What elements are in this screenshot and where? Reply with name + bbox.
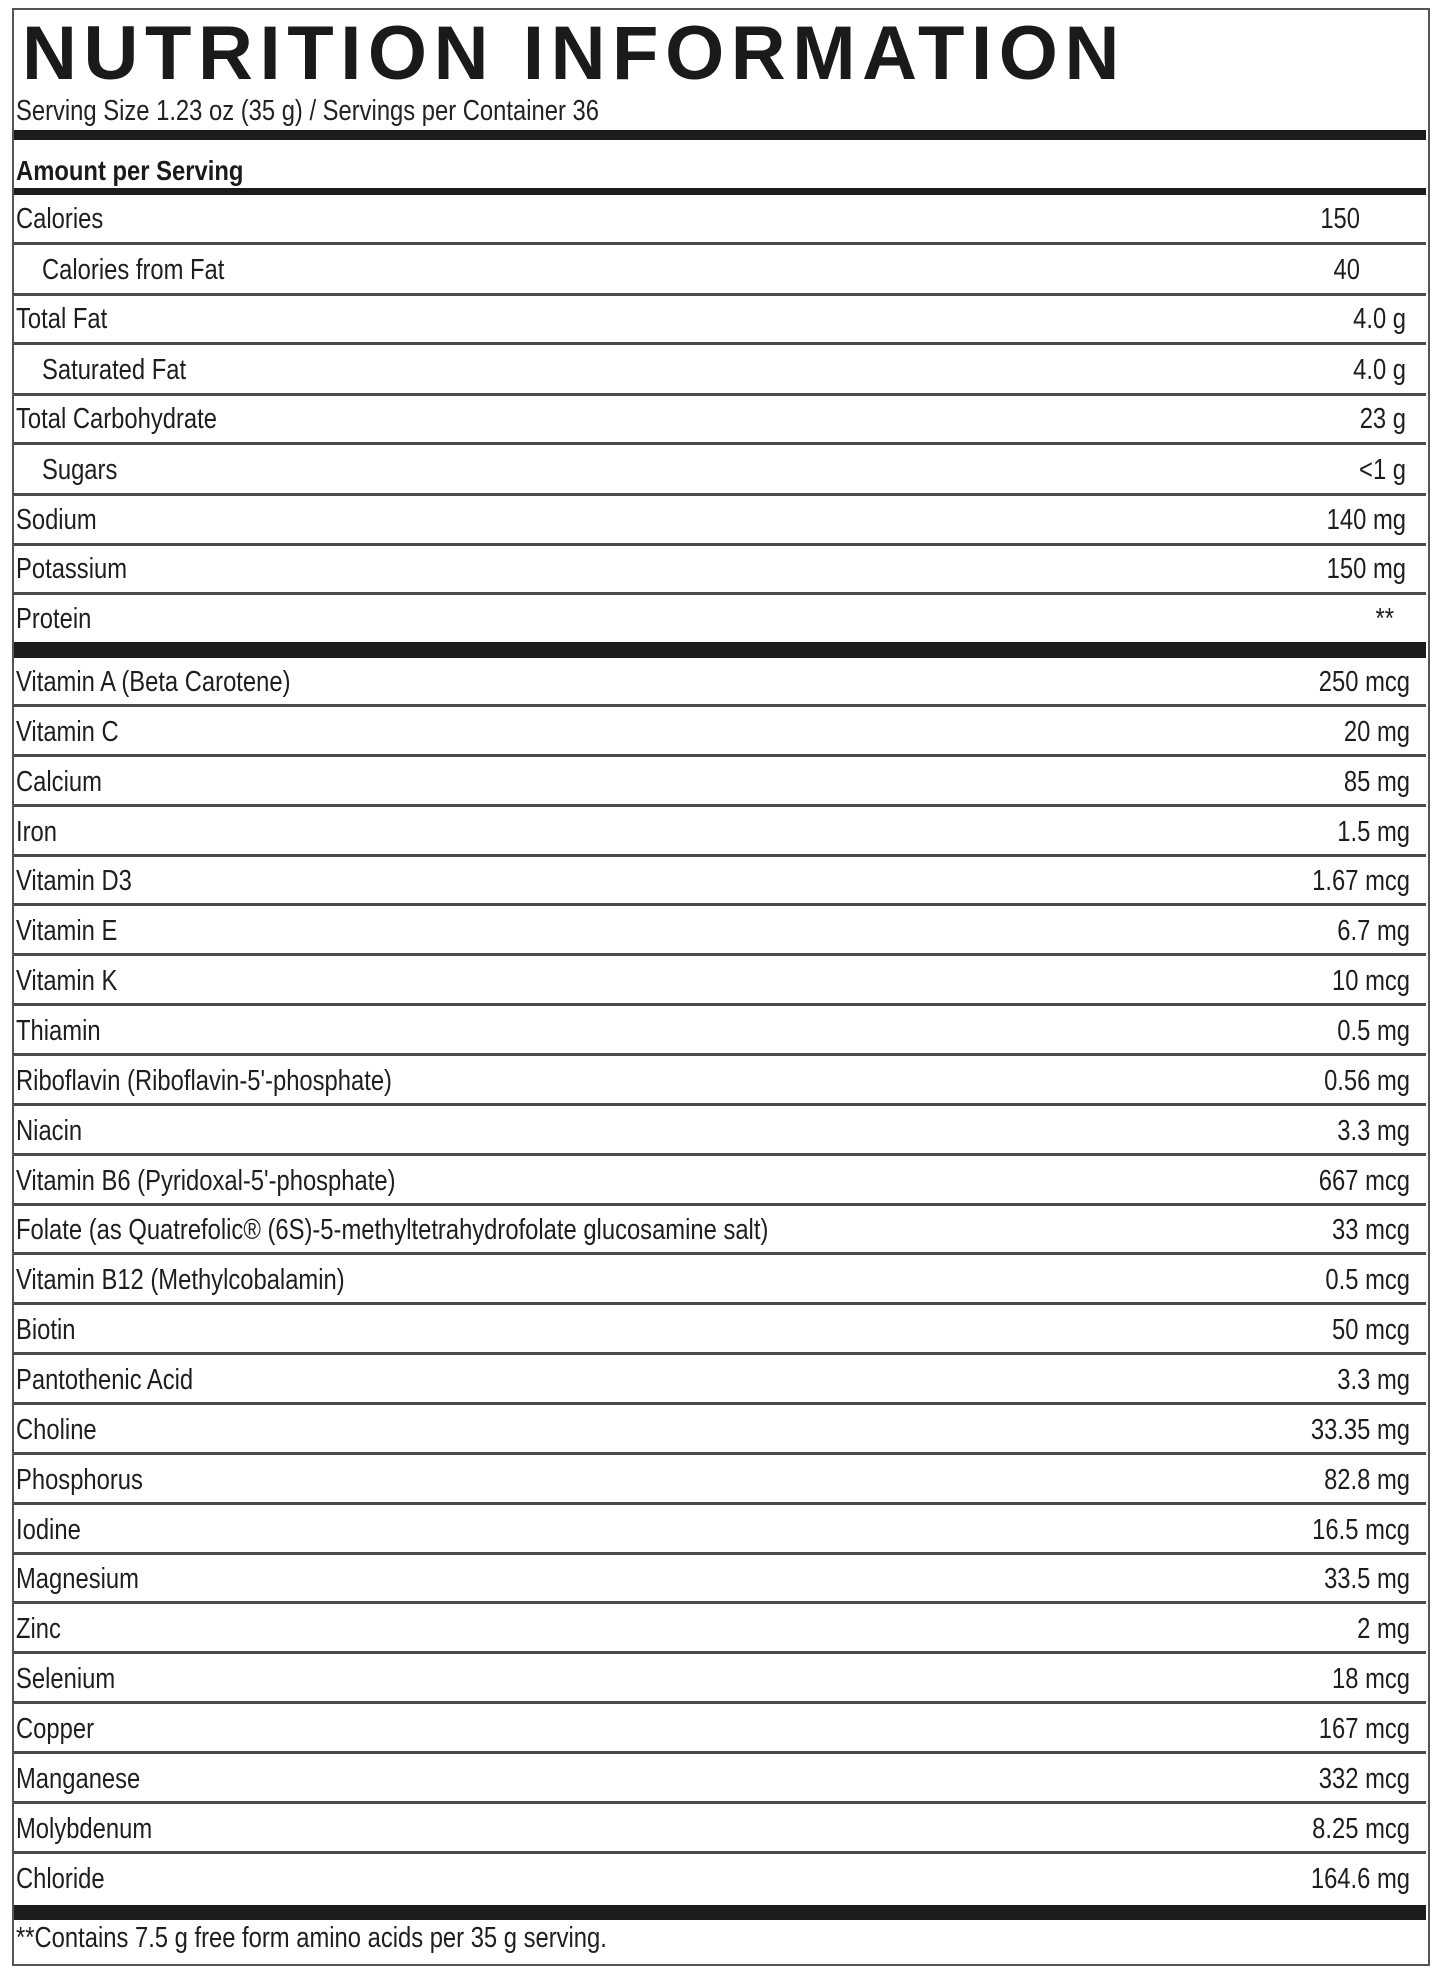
nutrient-name: Thiamin: [16, 1015, 101, 1047]
nutrient-amount: 8.25 mcg: [1312, 1813, 1410, 1845]
nutrient-name: Calories: [16, 203, 104, 235]
nutrient-amount: 667 mcg: [1318, 1165, 1410, 1197]
nutrient-row: [14, 1456, 1426, 1504]
row-divider: [14, 1452, 1426, 1455]
row-divider: [14, 704, 1426, 707]
nutrient-row: [14, 907, 1426, 955]
nutrient-amount: 140 mg: [1326, 504, 1406, 536]
nutrient-name: Magnesium: [16, 1563, 139, 1595]
heavy-divider: [14, 1905, 1426, 1920]
nutrient-row: [14, 1655, 1426, 1703]
nutrient-name: Niacin: [16, 1115, 83, 1147]
row-divider: [14, 1402, 1426, 1405]
row-divider: [14, 1851, 1426, 1854]
nutrient-amount: 1.5 mg: [1337, 816, 1410, 848]
nutrient-name: Vitamin K: [16, 965, 118, 997]
nutrient-row: [14, 708, 1426, 756]
nutrient-name: Molybdenum: [16, 1813, 153, 1845]
nutrient-amount: 3.3 mg: [1337, 1364, 1410, 1396]
nutrient-row: [14, 346, 1426, 394]
nutrient-name: Saturated Fat: [42, 354, 187, 386]
nutrient-name: Sugars: [42, 454, 118, 486]
nutrient-amount: 82.8 mg: [1324, 1464, 1410, 1496]
nutrient-row: [14, 395, 1426, 443]
nutrient-amount: 167 mcg: [1318, 1713, 1410, 1745]
nutrient-name: Vitamin E: [16, 915, 118, 947]
row-divider: [14, 1801, 1426, 1804]
nutrient-name: Calories from Fat: [42, 254, 225, 286]
nutrient-row: [14, 1406, 1426, 1454]
nutrient-amount: 3.3 mg: [1337, 1115, 1410, 1147]
nutrient-amount: 164.6 mg: [1310, 1863, 1410, 1895]
nutrient-row: [14, 1007, 1426, 1055]
nutrient-row: [14, 1157, 1426, 1205]
nutrient-row: [14, 195, 1426, 243]
nutrient-name: Manganese: [16, 1763, 141, 1795]
nutrient-amount: 0.56 mg: [1324, 1065, 1410, 1097]
nutrient-row: [14, 808, 1426, 856]
nutrient-row: [14, 857, 1426, 905]
nutrient-row: [14, 496, 1426, 544]
row-divider: [14, 242, 1426, 245]
row-divider: [14, 442, 1426, 445]
row-divider: [14, 1502, 1426, 1505]
nutrient-amount: 0.5 mg: [1337, 1015, 1410, 1047]
footnote: **Contains 7.5 g free form amino acids per 35 g serving.: [16, 1922, 607, 1954]
row-divider: [14, 1252, 1426, 1255]
nutrient-name: Vitamin A (Beta Carotene): [16, 666, 291, 698]
nutrient-row: [14, 957, 1426, 1005]
nutrient-amount: **: [1375, 603, 1394, 635]
row-divider: [14, 1053, 1426, 1056]
nutrient-name: Vitamin B12 (Methylcobalamin): [16, 1264, 345, 1296]
nutrient-row: [14, 1206, 1426, 1254]
row-divider: [14, 1751, 1426, 1754]
nutrient-amount: 4.0 g: [1353, 303, 1406, 335]
row-divider: [14, 1103, 1426, 1106]
nutrient-row: [14, 1256, 1426, 1304]
nutrient-amount: 6.7 mg: [1337, 915, 1410, 947]
nutrient-amount: 23 g: [1359, 403, 1406, 435]
row-divider: [14, 1701, 1426, 1704]
nutrient-amount: 332 mcg: [1318, 1763, 1410, 1795]
nutrient-row: [14, 1705, 1426, 1753]
nutrient-amount: 18 mcg: [1332, 1663, 1410, 1695]
nutrient-name: Folate (as Quatrefolic® (6S)-5-methyltetrahydrofolate glucosamine salt): [16, 1214, 769, 1246]
nutrient-amount: 250 mcg: [1318, 666, 1410, 698]
nutrient-row: [14, 1306, 1426, 1354]
nutrient-amount: 4.0 g: [1353, 354, 1406, 386]
nutrient-amount: 33.5 mg: [1324, 1563, 1410, 1595]
nutrition-label: [12, 8, 1430, 1966]
nutrient-row: [14, 1755, 1426, 1803]
row-divider: [14, 754, 1426, 757]
row-divider: [14, 1302, 1426, 1305]
nutrient-amount: 150: [1320, 203, 1360, 235]
nutrient-amount: 150 mg: [1326, 553, 1406, 585]
nutrient-name: Total Fat: [16, 303, 108, 335]
nutrient-name: Chloride: [16, 1863, 105, 1895]
nutrient-name: Sodium: [16, 504, 97, 536]
row-divider: [14, 804, 1426, 807]
amount-per-serving-header: Amount per Serving: [16, 155, 244, 186]
row-divider: [14, 953, 1426, 956]
nutrient-name: Riboflavin (Riboflavin-5'-phosphate): [16, 1065, 392, 1097]
nutrient-amount: 33 mcg: [1332, 1214, 1410, 1246]
nutrient-name: Protein: [16, 603, 92, 635]
nutrient-row: [14, 1356, 1426, 1404]
nutrient-name: Choline: [16, 1414, 97, 1446]
nutrient-name: Selenium: [16, 1663, 116, 1695]
nutrient-amount: 40: [1333, 254, 1360, 286]
nutrient-name: Vitamin B6 (Pyridoxal-5'-phosphate): [16, 1165, 396, 1197]
nutrient-row: [14, 1855, 1426, 1903]
nutrient-name: Pantothenic Acid: [16, 1364, 194, 1396]
row-divider: [14, 903, 1426, 906]
row-divider: [14, 342, 1426, 345]
nutrient-name: Iron: [16, 816, 57, 848]
nutrient-row: [14, 1057, 1426, 1105]
nutrient-row: [14, 1605, 1426, 1653]
nutrient-name: Total Carbohydrate: [16, 403, 217, 435]
nutrient-row: [14, 446, 1426, 494]
nutrient-amount: 85 mg: [1343, 766, 1410, 798]
nutrient-amount: 20 mg: [1343, 716, 1410, 748]
nutrient-row: [14, 595, 1426, 643]
nutrient-name: Calcium: [16, 766, 102, 798]
nutrient-amount: 50 mcg: [1332, 1314, 1410, 1346]
label-title: NUTRITION INFORMATION: [22, 11, 1126, 96]
row-divider: [14, 1352, 1426, 1355]
nutrient-amount: <1 g: [1359, 454, 1406, 486]
nutrient-amount: 1.67 mcg: [1312, 865, 1410, 897]
nutrient-amount: 10 mcg: [1332, 965, 1410, 997]
nutrient-name: Zinc: [16, 1613, 61, 1645]
row-divider: [14, 1601, 1426, 1604]
row-divider: [14, 1003, 1426, 1006]
nutrient-amount: 0.5 mcg: [1325, 1264, 1410, 1296]
nutrient-name: Biotin: [16, 1314, 76, 1346]
nutrient-name: Iodine: [16, 1514, 81, 1546]
row-divider: [14, 1153, 1426, 1156]
nutrient-name: Vitamin C: [16, 716, 119, 748]
nutrient-amount: 33.35 mg: [1310, 1414, 1410, 1446]
nutrient-row: [14, 758, 1426, 806]
serving-info: Serving Size 1.23 oz (35 g) / Servings per Container 36: [16, 95, 599, 127]
nutrient-name: Vitamin D3: [16, 865, 132, 897]
row-divider: [14, 1651, 1426, 1654]
heavy-divider: [14, 130, 1426, 140]
nutrient-row: [14, 246, 1426, 294]
nutrient-row: [14, 545, 1426, 593]
nutrient-row: [14, 1506, 1426, 1554]
heavy-divider: [14, 642, 1426, 658]
nutrient-amount: 16.5 mcg: [1312, 1514, 1410, 1546]
nutrient-row: [14, 1555, 1426, 1603]
nutrient-name: Phosphorus: [16, 1464, 143, 1496]
nutrient-amount: 2 mg: [1357, 1613, 1410, 1645]
nutrient-row: [14, 1805, 1426, 1853]
heavy-divider: [14, 188, 1426, 195]
nutrient-name: Potassium: [16, 553, 128, 585]
nutrient-row: [14, 1107, 1426, 1155]
nutrient-row: [14, 295, 1426, 343]
nutrient-name: Copper: [16, 1713, 95, 1745]
nutrient-row: [14, 658, 1426, 706]
